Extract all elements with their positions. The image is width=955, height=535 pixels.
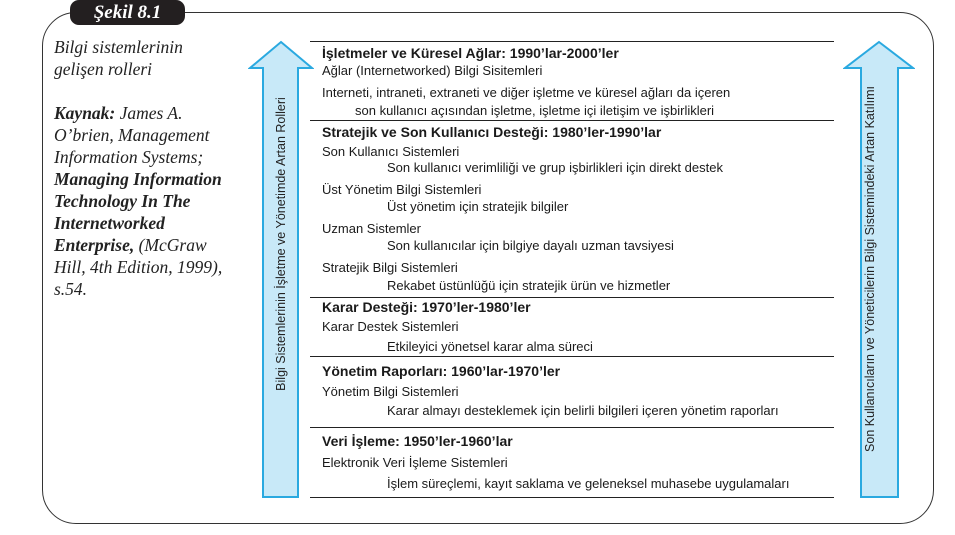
era-description: İşlem süreçlemi, kayıt saklama ve geleneksel muhasebe uygulamaları bbox=[387, 476, 790, 491]
era-description: Son kullanıcı verimliliği ve grup işbirlikleri için direkt destek bbox=[387, 160, 723, 175]
era-system: Elektronik Veri İşleme Sistemleri bbox=[322, 455, 508, 470]
era-system: Son Kullanıcı Sistemleri bbox=[322, 144, 460, 159]
era-description: Rekabet üstünlüğü için stratejik ürün ve hizmetler bbox=[387, 278, 671, 293]
era-description: Karar almayı desteklemek için belirli bilgileri içeren yönetim raporları bbox=[387, 403, 779, 418]
era-system: Uzman Sistemler bbox=[322, 221, 421, 236]
era-title: Stratejik ve Son Kullanıcı Desteği: 1980’ler-1990’lar bbox=[322, 124, 662, 140]
figure-source bbox=[54, 102, 234, 300]
figure-caption-panel bbox=[54, 36, 234, 322]
source-author: James A. O’brien, Management Information Systems; bbox=[54, 103, 210, 167]
era-system: Karar Destek Sistemleri bbox=[322, 319, 459, 334]
divider bbox=[310, 356, 834, 357]
era-description: son kullanıcı açısından işletme, işletme içi iletişim ve işbirlikleri bbox=[355, 103, 715, 118]
right-arrow-label: Son Kullanıcıların ve Yöneticilerin Bilgi Sistemindeki Artan Katılımı bbox=[863, 86, 877, 452]
era-title: Yönetim Raporları: 1960’lar-1970’ler bbox=[322, 363, 561, 379]
right-up-arrow-icon bbox=[843, 40, 915, 500]
divider bbox=[310, 297, 834, 298]
era-title: İşletmeler ve Küresel Ağlar: 1990’lar-2000’ler bbox=[322, 45, 619, 61]
era-title: Karar Desteği: 1970’ler-1980’ler bbox=[322, 299, 531, 315]
era-system: Stratejik Bilgi Sistemleri bbox=[322, 260, 458, 275]
era-system: Yönetim Bilgi Sistemleri bbox=[322, 384, 459, 399]
divider bbox=[310, 497, 834, 498]
source-publication: (McGraw Hill, 4th Edition, 1999), s.54. bbox=[54, 235, 223, 299]
divider bbox=[310, 120, 834, 121]
figure-tab: Şekil 8.1 bbox=[70, 0, 185, 25]
figure-caption: Bilgi sistemlerinin gelişen rolleri bbox=[54, 37, 183, 79]
divider bbox=[310, 41, 834, 42]
era-description: Üst yönetim için stratejik bilgiler bbox=[387, 199, 569, 214]
era-description: Interneti, intraneti, extraneti ve diğer işletme ve küresel ağları da içeren bbox=[322, 85, 731, 100]
left-arrow-label: Bilgi Sistemlerinin İşletme ve Yönetimde Artan Rolleri bbox=[274, 97, 288, 391]
era-description: Son kullanıcılar için bilgiye dayalı uzman tavsiyesi bbox=[387, 238, 674, 253]
era-description: Etkileyici yönetsel karar alma süreci bbox=[387, 339, 593, 354]
era-system: Üst Yönetim Bilgi Sistemleri bbox=[322, 182, 482, 197]
era-system: Ağlar (Internetworked) Bilgi Sisitemleri bbox=[322, 63, 543, 78]
source-label: Kaynak: bbox=[54, 103, 116, 123]
divider bbox=[310, 427, 834, 428]
source-book: Managing Information Technology In The Internetworked Enterprise, bbox=[54, 169, 222, 255]
era-title: Veri İşleme: 1950’ler-1960’lar bbox=[322, 433, 513, 449]
